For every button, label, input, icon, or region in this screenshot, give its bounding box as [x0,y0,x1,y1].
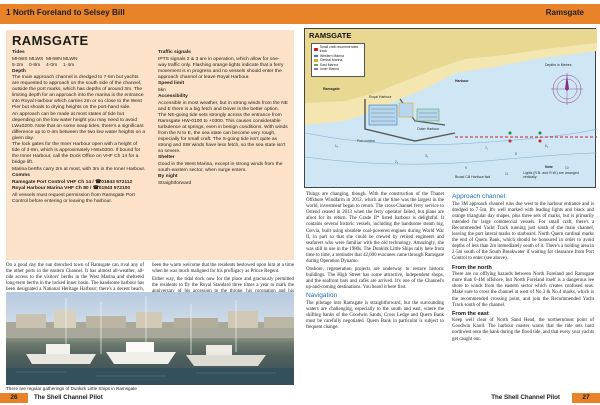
from-east-heading: From the east [452,310,489,317]
tide-value: 4·0m [46,62,58,68]
right-footer [300,393,600,405]
svg-text:1₉: 1₉ [335,144,339,148]
berths-text: Marina berths carry 2m at most, with 3m in the Inner Harbour. [12,166,146,172]
legend-swatch [314,59,318,62]
legend-label: Central Marina [320,58,343,63]
chart-label-outer-harbour: Outer Harbour [417,127,440,131]
tide-value: 0·8m [29,62,41,68]
shelter-heading: Shelter [158,155,175,160]
chart-legend [311,43,365,77]
chart-label-harbour: Harbour [455,79,469,83]
harbour-photo [6,292,294,385]
comms-marina: Royal Harbour Marina VHF Ch 80 / ☎01843 572100 [12,186,131,191]
harbour-info-box [6,30,294,260]
svg-text:9: 9 [465,166,467,170]
body-paragraph: The 3M approach channel runs due west to the harbour entrance and is dredged to 7·5m. It's well marked with leading lights and black and orange triangular day shapes, plus three sets of marks, but is primarily intended for large commercial vessels. For small craft, there's a Recommended Yacht Track running just south of the main channel, leaving the port lateral marks to starboard. North Quern cardinal marks the end of Quern Bank, which should be honoured in order to avoid depths of less than 2m immediately south of it. There's a holding area in 2·5m south of the South Breakwater if waiting for clearance from Port Control to enter (see above). [452,201,594,262]
navigation-heading: Navigation [306,292,338,299]
right-body-column-1 [306,192,444,390]
page-number: 26 [0,393,28,403]
lock-text: The lock gates for the Inner Harbour open with a height of tide of 3·8m, which is approximately HW±0200. If bound for the Inner Harbour, call the Dock Office on VHF Ch 14 for a bridge lift. [12,142,141,165]
chart-label-ramsgate: Ramsgate [323,87,340,91]
approach-channel-heading: Approach channel [452,193,506,200]
legend-label: Inner Marina [320,67,340,72]
location-header [300,4,600,24]
legend-swatch [314,64,318,67]
chart-label-broad-cill: Broad Cill Harbour fwd [455,175,491,179]
svg-text:11: 11 [505,172,509,176]
tides-heading: Tides [12,50,25,55]
body-paragraph: Onshore, regeneration projects are underway to restore historic buildings. The High Street has some attractive, independent shops, and the seafront bars and cafés are arrived. It's one of the Channel's up-and-coming destinations. You heard it here first. [306,266,444,290]
body-paragraph: Either way, the tidal dock now for the place and graciously permitted the residents to fly the Royal Standard three times a year to mark the [152,276,294,288]
book-title: The Shell Channel Pilot [34,394,103,401]
body-paragraph: Keep well clear of North Sand Head, the northernmost point of Goodwin Knoll. The harbour master warns that the tide sets hard northwest onto the bank during the flood tide, and that every year yachts get caught out. [452,318,594,342]
chart-title: RAMSGATE [309,31,352,40]
right-page [300,0,600,405]
comms-note: All vessels must request permission from Ramsgate Port Control before entering or leaving the harbour. [12,192,135,204]
tide-label: MHWN [46,56,62,62]
body-paragraph: On a good day the sun drenched town of Ramsgate can rival any of the other ports in the eastern Channel. It has almost all-weather, all-tide access to the visitors' berths in the West Marina and sheltered long-term berths in the locked Inner basin. The handsome harbour has been designated a National Heritage Harbour; there's a decent beach, [6,263,144,293]
photo-caption: There are regular gatherings of Dunkirk Little Ships in Ramsgate [6,386,137,391]
traffic-heading: Traffic signals [158,50,191,55]
approach-text: An approach can be made at most states of tide but depending on the low water height you may need to avoid LW±0200. Note that on some neap tides, there's a significant difference up to 0·4m between the two low water heights on a given day. [12,111,146,141]
speed-text: 5kn [158,87,166,93]
depth-text: The main approach channel is dredged to 7·5m but yachts are requested to approach on the south side of the channel, outside the port marks, which has depths of around 3m. The limiting depth for an approach into the marina is the entrance into Royal Harbour which carries 2m or so close to the West Pier but shoals to drying heights on the port-hand side. [12,75,144,110]
svg-text:6₈: 6₈ [545,144,549,148]
access-text: Accessible in most weather, but in strong winds from the NE and E there is a big fetch and Dover is the better option. The NE-going tide sets strongly across the entrance from Ramsgate HW-0100 to +0300. This causes considerable turbulence at springs, even in benign conditions. With winds from the N to E, the sea state can become very rough, especially for small craft. The S-going tide isn't quite as strong and SW winds have less fetch, so the sea state isn't so severe. [158,100,288,154]
svg-text:7₅: 7₅ [485,146,489,150]
svg-text:10: 10 [565,166,569,170]
harbour-title: RAMSGATE [12,33,89,48]
left-footer [0,393,300,405]
tide-value: 5·2m [12,62,24,68]
tide-label: MHWS [12,56,28,62]
info-column-left [12,50,146,205]
book-title: The Shell Channel Pilot [491,394,560,401]
body-column-1 [6,263,144,291]
right-body-column-2 [452,192,594,390]
legend-swatch [314,68,318,71]
chapter-title: 1 North Foreland to Selsey Bill [6,8,125,17]
legend-swatch [314,55,318,58]
tide-label: MLWN [63,56,78,62]
shelter-text: Good in the West Marina, except in strong winds from the south-eastern sector, when surge enters. [158,161,283,173]
night-heading: By night [158,174,178,179]
speed-heading: Speed limit [158,81,185,86]
comms-port-control: Ramsgate Port Control VHF Ch 14 / ☎01843 572112 [12,179,133,185]
svg-text:2₈: 2₈ [395,160,399,164]
svg-text:8: 8 [515,152,517,156]
night-text: Straightforward [158,180,192,186]
legend-label: Western Marina [320,53,344,58]
body-paragraph: been the warm welcome that the residents bestowed upon him at a time when he was much maligned for his profligacy as Prince Regent. [152,263,294,275]
svg-text:3₂: 3₂ [425,154,429,158]
legend-item [314,67,362,71]
chart-label-depths: Depths in Metres [545,63,572,67]
legend-label: East Marina [320,62,339,67]
tide-label: MLWS [29,56,44,62]
body-paragraph: Things are changing, though. With the construction of the Thanet Offshore Windfarm in 2012, which at the time was the largest in the world, investment began to return. The cross-Channel ferry service to Ostend ceased in 2013 when the ferry operator failed, but plans are afoot for its return. The Grade II* listed harbour is delightful. It contains several historic vessels, including the handsome steam tug, Cervia, built using obsolete coal-powered engines during World War II, in part so that she could be crewed by retired engineers and seafarers who were familiar with the old technology. Amazingly, she was still in use in the 1980s. The Dunkirk Little Ships rally here from time to time, a reminder that 42,000 evacuees came through Ramsgate during Operation Dynamo. [306,192,444,265]
traffic-text: IPTS signals 2 & 3 are in operation, which allow for one-way traffic only. Flashing orange lights indicate that a ferry movement is in progress and no vessels should enter the approach channel or leave Royal Harbour. [158,56,284,80]
chart-label-lights-note: Lights (R.B. and R.W.) are arranged vertically [523,171,579,179]
legend-label: Small craft recommended track [319,45,359,54]
comms-heading: Comms [12,173,30,178]
chart-label-note: Note [545,165,553,169]
legend-swatch [314,48,318,51]
chapter-header [0,4,300,24]
from-north-heading: From the north [452,264,492,271]
access-heading: Accessibility [158,94,188,99]
tide-value: 1·4m [63,62,75,68]
body-paragraph: The pilotage into Ramsgate is straightforward, but the surrounding waters are challenging, especially to the south and east, where the shifting banks of the Goodwin Sands, Cross Ledge and Quern Bank must be carefully negotiated. Quern Bank in particular is subject to frequent change. [306,300,444,330]
legend-item [314,45,362,54]
page-number: 27 [572,393,600,403]
harbour-chart [304,28,596,188]
body-paragraph: There are no offlying hazards between North Foreland and Ramsgate more than 0·4M offshore, but North Foreland itself is a dangerous lee shore to winds from the eastern sector which creates confused seas. Make sure to cross the channel at west of No.3 & No.4 marks, which is the recommended crossing point, and join the Recommended Yacht Track south of the channel. [452,272,594,308]
info-column-right [158,50,288,187]
body-column-2 [152,263,294,291]
chart-label-port-control: Port control [357,139,375,143]
chart-label-royal-harbour: Royal Harbour [369,95,392,99]
harbour-photo-art [6,292,294,385]
depth-heading: Depth [12,68,26,74]
location-title: Ramsgate [545,8,584,17]
